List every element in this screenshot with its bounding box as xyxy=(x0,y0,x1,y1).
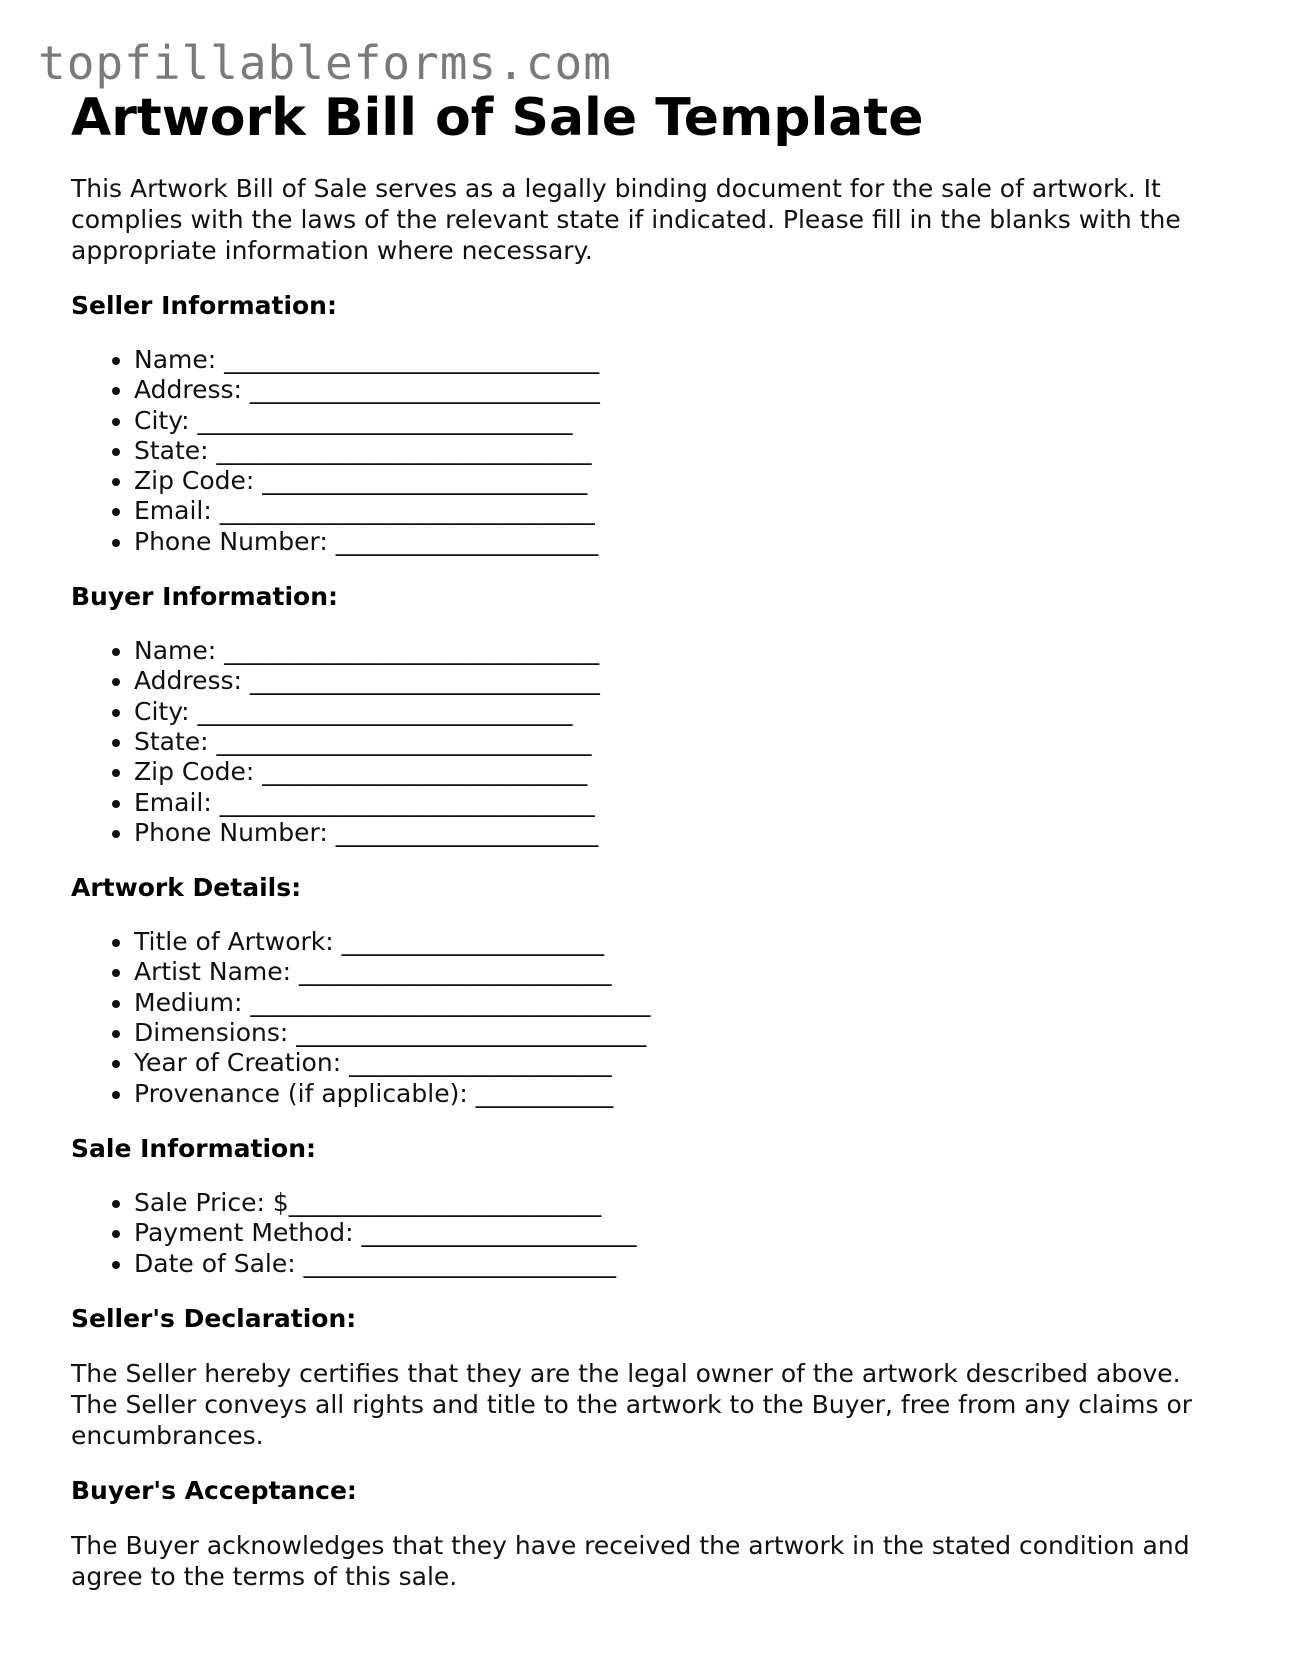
artwork-details-list xyxy=(71,927,1231,1109)
medium-field: • Medium: ________________________________ xyxy=(134,988,1231,1018)
year-of-creation-field: • Year of Creation: _____________________ xyxy=(134,1048,1231,1078)
document-title: Artwork Bill of Sale Template xyxy=(71,88,924,148)
buyer-information-heading: Buyer Information: xyxy=(71,582,339,612)
buyer-state-field: • State: ______________________________ xyxy=(134,727,1231,757)
seller-declaration-text: The Seller hereby certifies that they are the legal owner of the artwork described above. The Seller conveys all rights and title to the artwork to the Buyer, free from any claims or encumbrances. xyxy=(71,1358,1193,1450)
document-body xyxy=(71,86,1231,1592)
buyer-zip-field: • Zip Code: __________________________ xyxy=(134,757,1231,787)
sale-information-list xyxy=(71,1188,1231,1279)
buyer-acceptance-heading: Buyer's Acceptance: xyxy=(71,1475,357,1505)
sale-price-field: • Sale Price: $_________________________ xyxy=(134,1188,1231,1218)
seller-city-field: • City: ______________________________ xyxy=(134,406,1231,436)
seller-email-field: • Email: ______________________________ xyxy=(134,496,1231,526)
buyer-email-field: • Email: ______________________________ xyxy=(134,788,1231,818)
seller-phone-field: • Phone Number: _____________________ xyxy=(134,527,1231,557)
buyer-city-field: • City: ______________________________ xyxy=(134,697,1231,727)
buyer-acceptance-text: The Buyer acknowledges that they have received the artwork in the stated condition and agree to the terms of this sale. xyxy=(71,1530,1190,1591)
seller-state-field: • State: ______________________________ xyxy=(134,436,1231,466)
buyer-name-field: • Name: ______________________________ xyxy=(134,636,1231,666)
watermark: topfillableforms.com xyxy=(38,36,612,90)
payment-method-field: • Payment Method: ______________________ xyxy=(134,1218,1231,1248)
buyer-address-field: • Address: ____________________________ xyxy=(134,666,1231,696)
seller-information-heading: Seller Information: xyxy=(71,291,337,320)
artwork-title-field: • Title of Artwork: _____________________ xyxy=(134,927,1231,957)
provenance-field: • Provenance (if applicable): ___________ xyxy=(134,1079,1231,1109)
buyer-information-list xyxy=(71,636,1231,848)
seller-name-field: • Name: ______________________________ xyxy=(134,345,1231,375)
seller-information-list xyxy=(71,345,1231,557)
seller-zip-field: • Zip Code: __________________________ xyxy=(134,466,1231,496)
dimensions-field: • Dimensions: ____________________________ xyxy=(134,1018,1231,1048)
seller-declaration-heading: Seller's Declaration: xyxy=(71,1303,357,1333)
seller-address-field: • Address: ____________________________ xyxy=(134,375,1231,405)
sale-information-heading: Sale Information: xyxy=(71,1133,316,1163)
artwork-details-heading: Artwork Details: xyxy=(71,873,302,903)
artist-name-field: • Artist Name: _________________________ xyxy=(134,957,1231,987)
date-of-sale-field: • Date of Sale: _________________________ xyxy=(134,1249,1231,1279)
buyer-phone-field: • Phone Number: _____________________ xyxy=(134,818,1231,848)
intro-paragraph: This Artwork Bill of Sale serves as a legally binding document for the sale of artwork. It complies with the laws of the relevant state if indicated. Please fill in the blanks with the appropriate information where necessary. xyxy=(71,174,1181,265)
